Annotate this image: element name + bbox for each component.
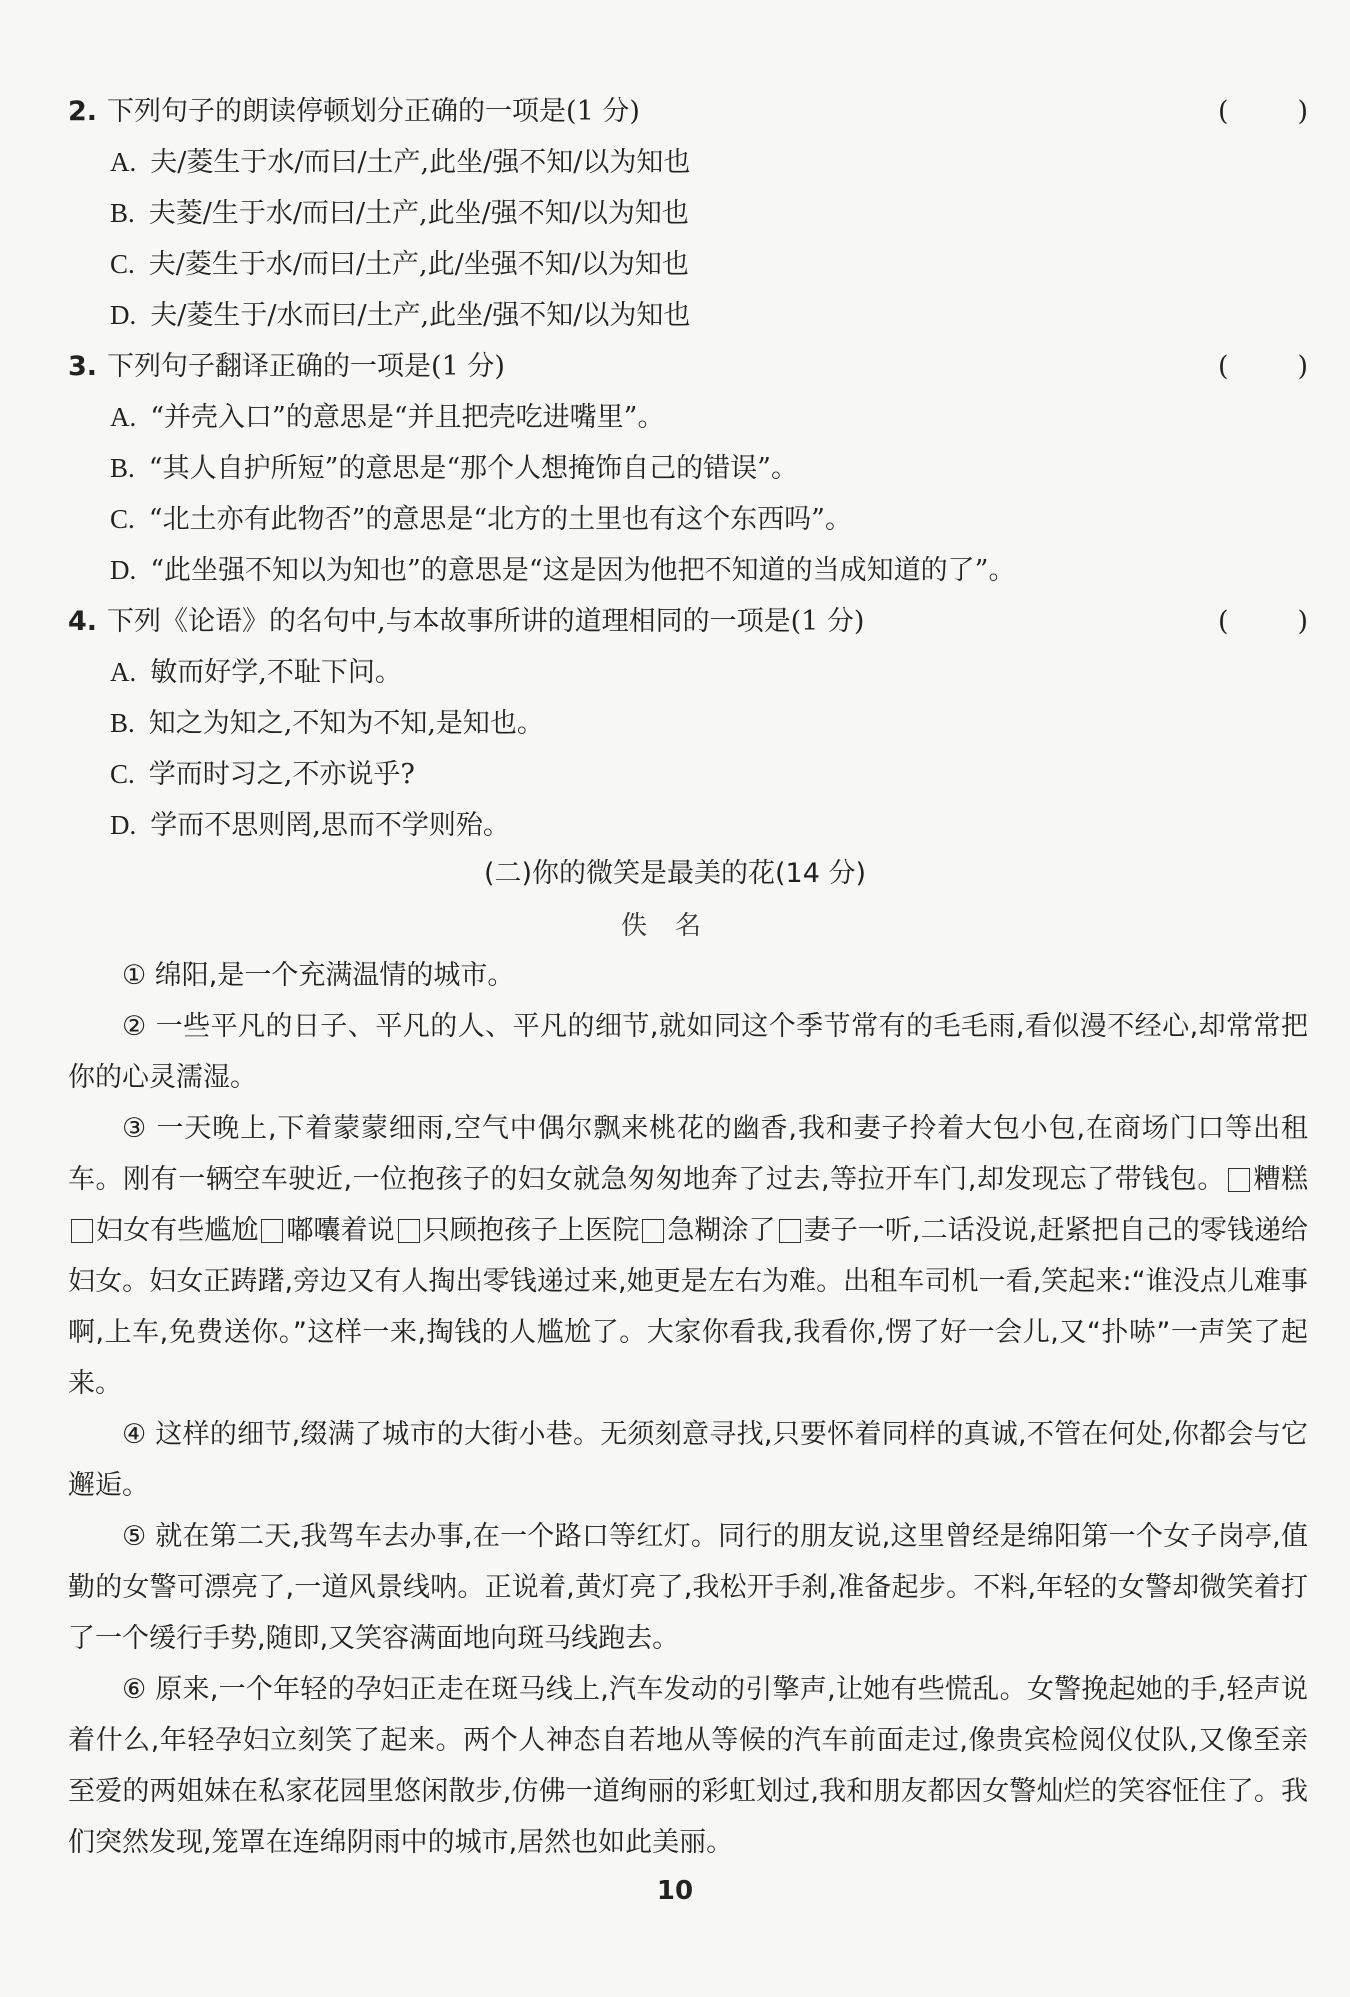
option-a: A. “并壳入口”的意思是“并且把壳吃进嘴里”。 — [110, 402, 665, 433]
question-number: 2. — [68, 96, 98, 127]
answer-blank[interactable]: ( ) — [1218, 96, 1308, 127]
option-c: C. “北土亦有此物否”的意思是“北方的土里也有这个东西吗”。 — [110, 504, 852, 535]
paragraph-1: ① 绵阳,是一个充满温情的城市。 — [122, 960, 515, 991]
option-c: C. 夫/菱生于水/而曰/土产,此/坐强不知/以为知也 — [110, 249, 689, 280]
paragraph-5: ⑤ 就在第二天,我驾车去办事,在一个路口等红灯。同行的朋友说,这里曾经是绵阳第一个女子岗亭,值勤的女警可漂亮了,一道风景线呐。正说着,黄灯亮了,我松开手刹,准备起步。不料,年轻的女警却微笑着打了一个缓行手势,随即,又笑容满面地向斑马线跑去。 — [68, 1521, 1308, 1654]
paragraph-3: ③ 一天晚上,下着蒙蒙细雨,空气中偶尔飘来桃花的幽香,我和妻子拎着大包小包,在商场门口等出租车。刚有一辆空车驶近,一位抱孩子的妇女就急匆匆地奔了过去,等拉开车门,却发现忘了带钱包。 糟糕妇女有些尴尬 嘟囔着说 只顾抱孩子上医院 急糊涂了 妻子一听,二话没说,赶紧把自己的零钱递给妇女。妇女正踌躇,旁边又有人掏出零钱递过来,她更是左右为难。出租车司机一看,笑起来:“谁没点儿难事啊,上车,免费送你。”这样一来,掏钱的人尴尬了。大家你看我,我看你,愣了好一会儿,又“扑哧”一声笑了起来。 — [68, 1113, 1309, 1399]
paragraph-4: ④ 这样的细节,缀满了城市的大街小巷。无须刻意寻找,只要怀着同样的真诚,不管在何处,你都会与它邂逅。 — [68, 1419, 1308, 1501]
paragraph-2: ② 一些平凡的日子、平凡的人、平凡的细节,就如同这个季节常有的毛毛雨,看似漫不经心,却常常把你的心灵濡湿。 — [68, 1011, 1308, 1093]
question-stem: 下列句子翻译正确的一项是(1 分) — [107, 351, 505, 382]
question-2 — [68, 86, 1308, 341]
punctuation-box[interactable] — [261, 1219, 283, 1243]
option-d: D. 学而不思则罔,思而不学则殆。 — [110, 810, 510, 841]
question-number: 4. — [68, 606, 98, 637]
option-b: B. “其人自护所短”的意思是“那个人想掩饰自己的错误”。 — [110, 453, 798, 484]
question-3 — [68, 341, 1308, 596]
option-a: A. 夫/菱生于水/而曰/土产,此坐/强不知/以为知也 — [110, 147, 691, 178]
question-stem: 下列《论语》的名句中,与本故事所讲的道理相同的一项是(1 分) — [107, 606, 865, 637]
punctuation-box[interactable] — [398, 1219, 420, 1243]
question-stem: 下列句子的朗读停顿划分正确的一项是(1 分) — [107, 96, 640, 127]
question-4 — [68, 596, 1308, 851]
answer-blank[interactable]: ( ) — [1218, 351, 1308, 382]
punctuation-box[interactable] — [642, 1219, 664, 1243]
option-d: D. “此坐强不知以为知也”的意思是“这是因为他把不知道的当成知道的了”。 — [110, 555, 1016, 586]
reading-passage — [68, 950, 1308, 1868]
paragraph-6: ⑥ 原来,一个年轻的孕妇正走在斑马线上,汽车发动的引擎声,让她有些慌乱。女警挽起她的手,轻声说着什么,年轻孕妇立刻笑了起来。两个人神态自若地从等候的汽车前面走过,像贵宾检阅仪仗队,又像至亲至爱的两姐妹在私家花园里悠闲散步,仿佛一道绚丽的彩虹划过,我和朋友都因女警灿烂的笑容怔住了。我们突然发现,笼罩在连绵阴雨中的城市,居然也如此美丽。 — [68, 1674, 1308, 1858]
punctuation-box[interactable] — [71, 1219, 93, 1243]
question-number: 3. — [68, 351, 98, 382]
punctuation-box[interactable] — [1228, 1168, 1250, 1192]
option-b: B. 夫菱/生于水/而曰/土产,此坐/强不知/以为知也 — [110, 198, 689, 229]
option-a: A. 敏而好学,不耻下问。 — [110, 657, 402, 688]
option-c: C. 学而时习之,不亦说乎? — [110, 759, 415, 790]
author-name: 佚名 — [620, 911, 729, 941]
option-d: D. 夫/菱生于/水而曰/土产,此坐/强不知/以为知也 — [110, 300, 691, 331]
option-b: B. 知之为知之,不知为不知,是知也。 — [110, 708, 544, 739]
punctuation-box[interactable] — [779, 1219, 801, 1243]
section-title: (二)你的微笑是最美的花(14 分) — [483, 858, 867, 889]
page-number: 10 — [656, 1876, 694, 1906]
answer-blank[interactable]: ( ) — [1218, 606, 1308, 637]
